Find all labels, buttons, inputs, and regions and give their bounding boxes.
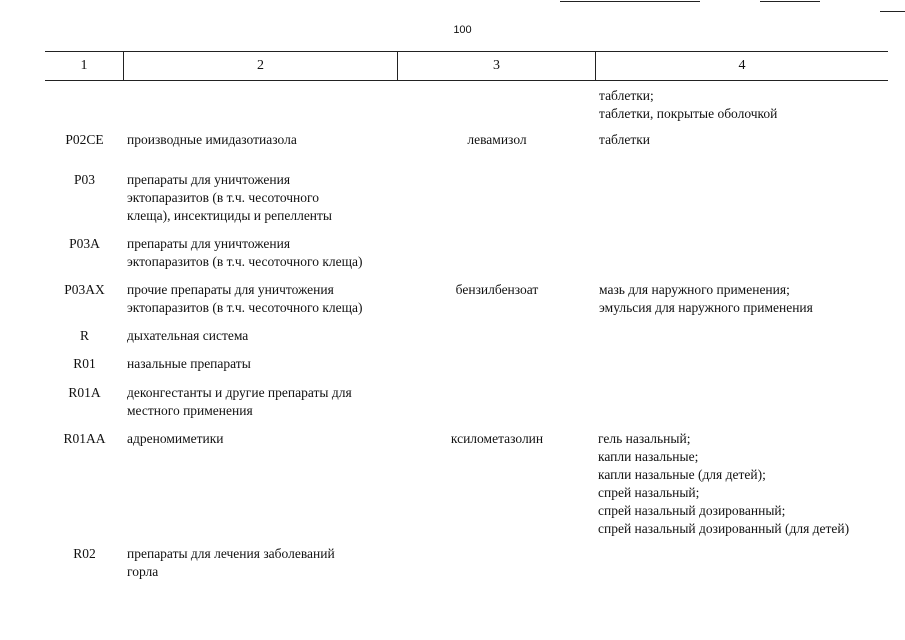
- name-line: препараты для уничтожения: [127, 172, 291, 187]
- name-line: прочие препараты для уничтожения: [127, 282, 334, 297]
- form-line: таблетки, покрытые оболочкой: [599, 106, 778, 121]
- scan-artifact-line: [880, 11, 905, 12]
- row-8-substance: ксилометазолин: [450, 431, 544, 446]
- name-line: клеща), инсектициды и репелленты: [127, 208, 333, 223]
- form-line: мазь для наружного применения;: [599, 282, 790, 297]
- table-header: [45, 51, 888, 81]
- row-6-name: [127, 355, 397, 373]
- header-col-4: 4: [738, 58, 746, 73]
- row-4-forms: [599, 281, 899, 317]
- row-4-code: P03AX: [64, 282, 105, 297]
- form-line: эмульсия для наружного применения: [599, 300, 813, 315]
- row-5-code: R: [79, 328, 89, 343]
- scan-artifact-line: [560, 1, 700, 2]
- row-7-name: [127, 384, 397, 420]
- form-line: капли назальные (для детей);: [598, 467, 766, 482]
- form-line: таблетки;: [599, 88, 654, 103]
- form-line: спрей назальный;: [598, 485, 700, 500]
- name-line: препараты для уничтожения: [127, 236, 291, 251]
- row-6-code: R01: [73, 356, 96, 371]
- header-col-3: 3: [398, 52, 596, 80]
- name-line: производные имидазотиазола: [127, 132, 297, 147]
- scan-artifact-line: [760, 1, 820, 2]
- header-col-2: 2: [124, 52, 398, 80]
- row-2-code: P03: [73, 172, 95, 187]
- row-5-name: [127, 327, 397, 345]
- header-col-1: 1: [45, 52, 124, 80]
- row-1-name: [127, 131, 397, 149]
- row-3-name: [127, 235, 397, 271]
- page-number: 100: [453, 24, 472, 36]
- row-8-name: [127, 430, 397, 448]
- row-1-substance: левамизол: [467, 132, 527, 147]
- form-line: гель назальный;: [598, 431, 691, 446]
- name-line: назальные препараты: [127, 356, 251, 371]
- row-9-name: [127, 545, 397, 581]
- form-line: спрей назальный дозированный;: [598, 503, 786, 518]
- name-line: адреномиметики: [127, 431, 224, 446]
- name-line: эктопаразитов (в т.ч. чесоточного клеща): [127, 300, 363, 315]
- row-4-name: [127, 281, 397, 317]
- form-line: спрей назальный дозированный (для детей): [598, 521, 850, 536]
- name-line: деконгестанты и другие препараты для: [127, 385, 352, 400]
- name-line: дыхательная система: [127, 328, 249, 343]
- row-0-forms: [599, 87, 899, 123]
- row-4-substance: бензилбензоат: [455, 282, 539, 297]
- name-line: эктопаразитов (в т.ч. чесоточного клеща): [127, 254, 363, 269]
- row-2-name: [127, 171, 397, 225]
- name-line: эктопаразитов (в т.ч. чесоточного: [127, 190, 319, 205]
- form-line: таблетки: [599, 132, 651, 147]
- row-9-code: R02: [73, 546, 96, 561]
- name-line: препараты для лечения заболеваний: [127, 546, 335, 561]
- row-7-code: R01A: [68, 385, 101, 400]
- row-1-forms: [599, 131, 899, 149]
- row-3-code: P03A: [69, 236, 100, 251]
- name-line: горла: [127, 564, 159, 579]
- form-line: капли назальные;: [598, 449, 699, 464]
- row-1-code: P02CE: [65, 132, 104, 147]
- row-8-forms: [598, 430, 898, 538]
- name-line: местного применения: [127, 403, 253, 418]
- row-8-code: R01AA: [63, 431, 106, 446]
